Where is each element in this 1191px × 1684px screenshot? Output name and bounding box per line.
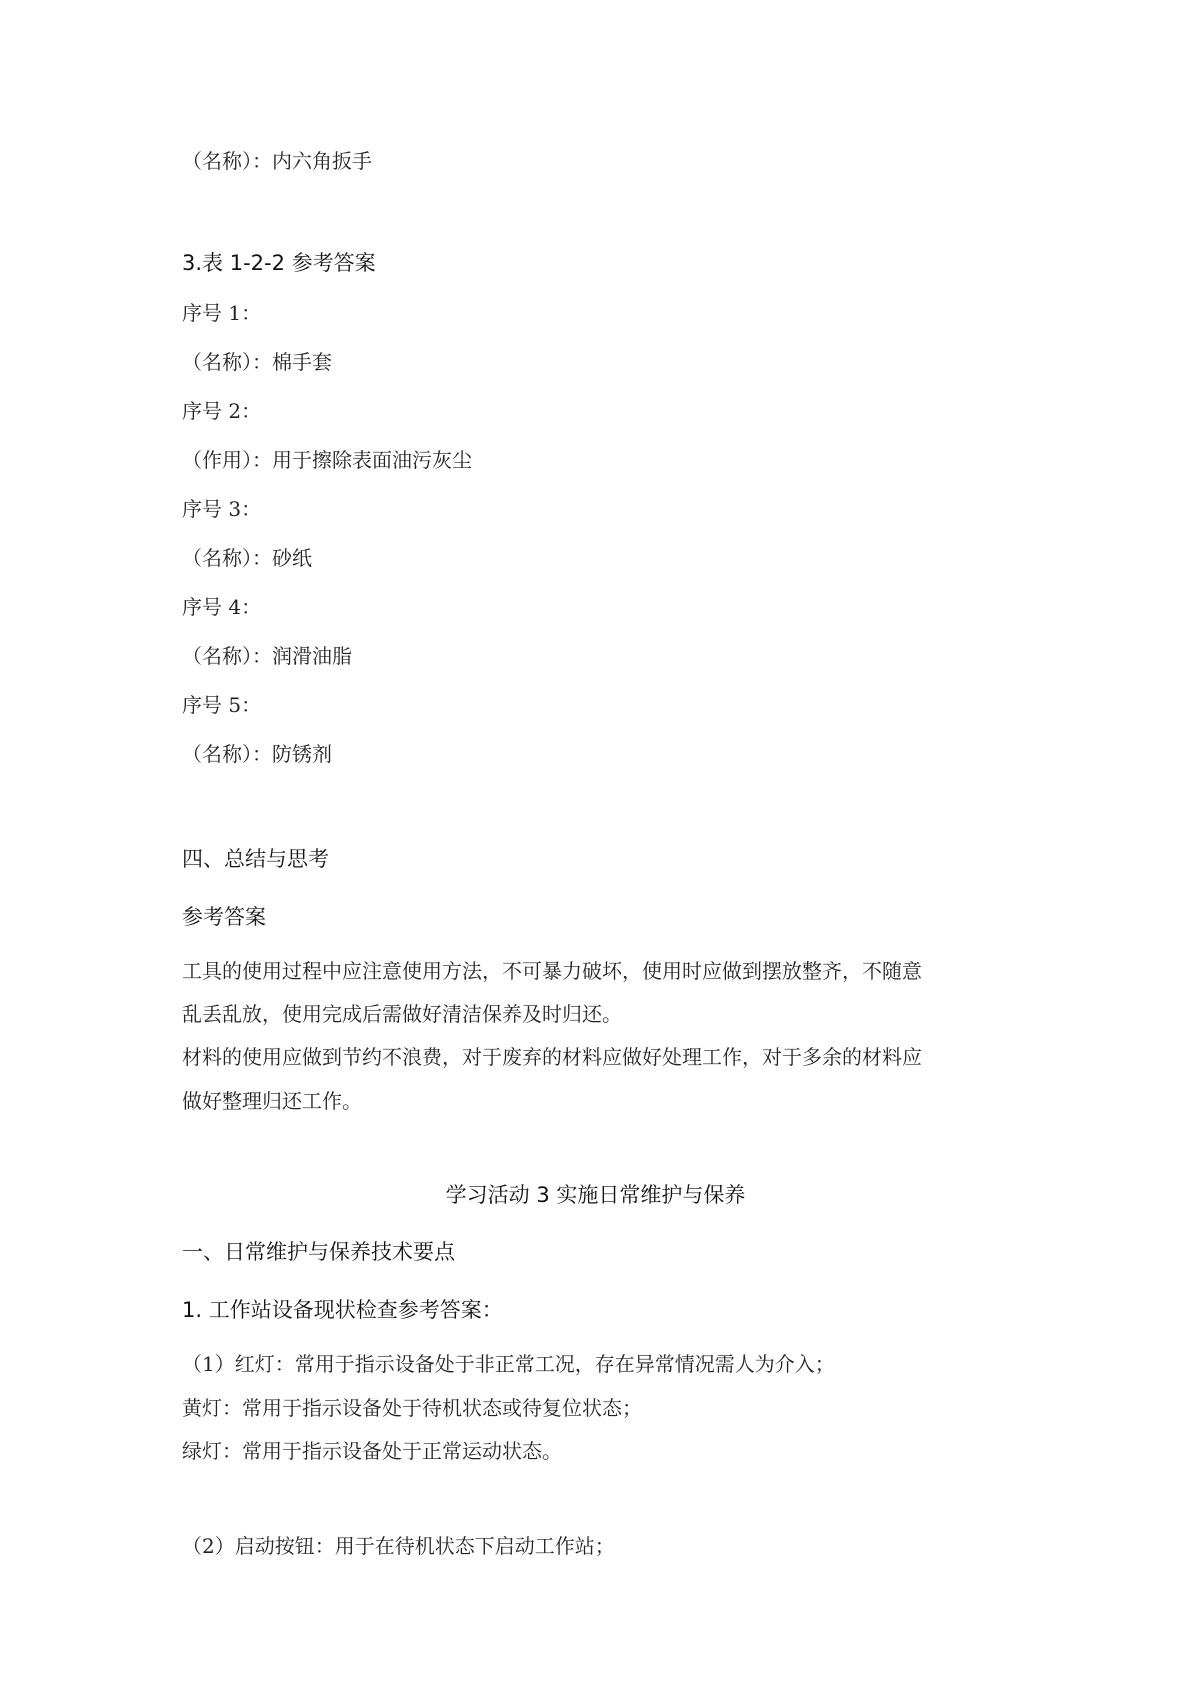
- table-item-detail-5: （名称）：防锈剂: [182, 742, 332, 766]
- table-item-detail-4: （名称）：润滑油脂: [182, 644, 352, 668]
- summary-paragraph-2-line-1: 材料的使用应做到节约不浪费，对于废弃的材料应做好处理工作，对于多余的材料应: [182, 1045, 922, 1069]
- tool-name-answer: （名称）：内六角扳手: [182, 149, 372, 173]
- green-light-line: 绿灯：常用于指示设备处于正常运动状态。: [182, 1439, 562, 1463]
- table-item-number-4: 序号 4：: [182, 595, 262, 619]
- summary-paragraph-2-line-2: 做好整理归还工作。: [182, 1089, 362, 1113]
- section-1-heading: 一、日常维护与保养技术要点: [182, 1240, 455, 1264]
- table-1-2-2-heading: 3.表 1-2-2 参考答案: [182, 251, 376, 275]
- table-item-number-3: 序号 3：: [182, 497, 262, 521]
- item-1-heading: 1. 工作站设备现状检查参考答案：: [182, 1298, 503, 1322]
- summary-paragraph-1-line-2: 乱丢乱放，使用完成后需做好清洁保养及时归还。: [182, 1002, 622, 1026]
- red-light-line: （1）红灯：常用于指示设备处于非正常工况，存在异常情况需人为介入；: [182, 1352, 835, 1376]
- table-item-detail-1: （名称）：棉手套: [182, 350, 332, 374]
- reference-answer-subheading: 参考答案: [182, 905, 266, 929]
- yellow-light-line: 黄灯：常用于指示设备处于待机状态或待复位状态；: [182, 1396, 642, 1420]
- table-item-number-5: 序号 5：: [182, 693, 262, 717]
- start-button-line: （2）启动按钮：用于在待机状态下启动工作站；: [182, 1534, 615, 1558]
- activity-3-title: 学习活动 3 实施日常维护与保养: [445, 1183, 746, 1207]
- summary-paragraph-1-line-1: 工具的使用过程中应注意使用方法，不可暴力破坏，使用时应做到摆放整齐，不随意: [182, 959, 922, 983]
- table-item-detail-2: （作用）：用于擦除表面油污灰尘: [182, 448, 472, 472]
- table-item-number-2: 序号 2：: [182, 399, 262, 423]
- table-item-number-1: 序号 1：: [182, 301, 262, 325]
- table-item-detail-3: （名称）：砂纸: [182, 546, 312, 570]
- summary-heading: 四、总结与思考: [182, 847, 329, 871]
